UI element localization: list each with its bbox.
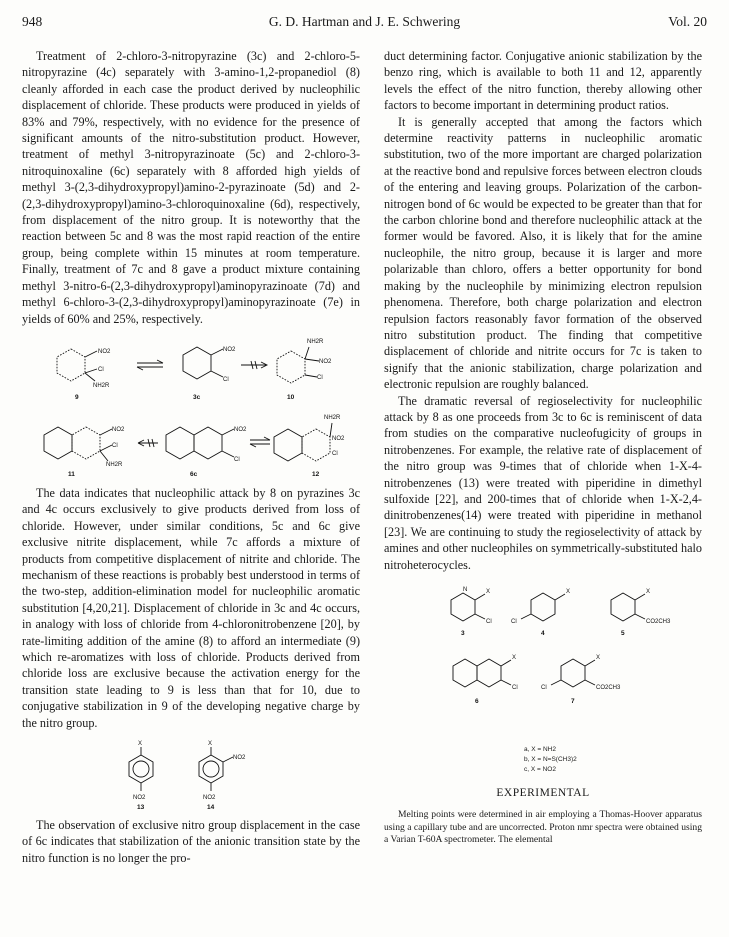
experimental-text xyxy=(384,809,702,846)
structures-13-14 xyxy=(91,737,291,809)
group-no2: NO2 xyxy=(98,348,111,355)
running-authors: G. D. Hartman and J. E. Schwering xyxy=(268,14,461,29)
legend-item: a, X = NH2 xyxy=(524,746,556,753)
group-x: X xyxy=(566,589,571,595)
group-co2ch3: CO2CH3 xyxy=(596,685,621,691)
compound-label: 4 xyxy=(541,630,545,637)
paragraph: Melting points were determined in air employing a Thomas-Hoover apparatus using a capillary tube and are uncorrected. Proton nmr spectra were obtained using a Varian T-60A spectrometer. The elemental xyxy=(384,809,702,846)
group-no2: NO2 xyxy=(233,755,246,761)
structure-7 xyxy=(541,655,621,705)
running-header xyxy=(22,14,707,32)
group-co2ch3: CO2CH3 xyxy=(646,619,671,625)
page-number: 948 xyxy=(22,14,43,29)
structure-13 xyxy=(129,741,153,809)
compound-label: 6 xyxy=(475,698,479,705)
structure-4 xyxy=(511,589,570,637)
group-no2: NO2 xyxy=(112,426,125,433)
compound-label: 10 xyxy=(287,393,295,401)
group-no2: NO2 xyxy=(234,426,247,433)
compound-label: 7 xyxy=(571,698,575,705)
right-column xyxy=(384,48,702,847)
compound-label: 12 xyxy=(312,470,320,478)
group-no2: NO2 xyxy=(223,346,236,353)
group-x: X xyxy=(138,741,143,747)
reaction-scheme-11-6c-12 xyxy=(36,409,346,479)
structure-6c xyxy=(166,427,247,478)
legend-item: c, X = NO2 xyxy=(524,766,556,773)
compound-label: 3 xyxy=(461,630,465,637)
structure-14 xyxy=(199,741,246,809)
legend-item: b, X = N=S(CH3)2 xyxy=(524,756,577,763)
compound-label: 14 xyxy=(207,804,215,809)
structure-3 xyxy=(451,587,492,637)
compound-label: 13 xyxy=(137,804,145,809)
group-no2: NO2 xyxy=(319,358,332,365)
group-x: X xyxy=(596,655,601,661)
group-cl: Cl xyxy=(98,366,104,373)
group-no2: NO2 xyxy=(133,795,146,801)
compound-label: 3c xyxy=(193,393,201,401)
ring-n: N xyxy=(463,587,468,593)
paragraph: Treatment of 2-chloro-3-nitropyrazine (3c) and 2-chloro-5-nitropyrazine (4c) separately with 3-amino-1,2-propanediol (8) cleanly afforded in each case the product derived by nucleophilic displacement of chloride. These products were produced in yields of 83% and 79%, respectively, with no evidence for the presence of significant amounts of the nitro-substitution product. However, treatment of methyl 3-nitropyrazinoate (5c) and 2-chloro-3-nitroquinoxaline (6c) separately with 8 afforded high yields of methyl 3-(2,3-dihydroxypropyl)amino-2-pyrazinoate (5d) and 2-(2,3-dihydroxypropyl)amino-3-chloroquinoxaline (6d), respectively, from displacement of the nitro group. It is noteworthy that the reaction between 5c and 8 was the most rapid reaction of the entire group, being complete within 15 minutes at room temperature. Finally, treatment of 7c and 8 gave a product mixture containing methyl 3-nitro-6-(2,3-dihydroxypropyl)aminopyrazinoate (7d) and methyl 6-chloro-3-(2,3-dihydroxypropyl)aminopyrazinoate (7e) in yields of 60% and 25%, respectively. xyxy=(22,49,360,326)
structure-11 xyxy=(44,427,125,478)
structure-5 xyxy=(611,589,671,637)
group-x: X xyxy=(512,655,517,661)
compound-label: 9 xyxy=(75,393,79,401)
group-cl: Cl xyxy=(541,685,547,691)
group-x: X xyxy=(646,589,651,595)
paragraph: The dramatic reversal of regioselectivity for nucleophilic attack by 8 as one proceeds from 3c to 6c is reminiscent of data from studies on the comparative nucleofugicity of groups in nitrobenzenes. For example, the relative rate of displacement of the nitro group was 9-times that of chloride when 1-X-4-nitrobenzenes (13) were treated with piperidine in dimethyl sulfoxide [22], and 200-times that of chloride when 1-X-2,4-dinitrobenzenes(14) were treated with piperidine in methanol [23]. We are continuing to study the regioselectivity of attack by amines and other nucleophiles on symmetrically-substituted halo nitroheterocycles. xyxy=(384,393,702,572)
structure-9 xyxy=(57,349,111,401)
group-nh2r: NH2R xyxy=(307,338,324,345)
group-nh2r: NH2R xyxy=(93,382,110,389)
paragraph: duct determining factor. Conjugative anionic stabilization by the benzo ring, which is available to both 11 and 12, apparently levels the effect of the nitro function, thereby allowing other factors to become important in determining product ratios. xyxy=(384,49,702,113)
structure-3c xyxy=(183,347,236,401)
structure-12 xyxy=(274,415,345,478)
group-cl: Cl xyxy=(511,619,517,625)
volume-label: Vol. 20 xyxy=(668,14,707,29)
section-heading: EXPERIMENTAL xyxy=(496,787,590,799)
group-no2: NO2 xyxy=(332,435,345,442)
group-x: X xyxy=(208,741,213,747)
structures-3-to-7 xyxy=(393,579,693,739)
paragraph: The data indicates that nucleophilic attack by 8 on pyrazines 3c and 4c occurs exclusively to give products derived from loss of chloride. However, under similar conditions, 5c and 6c give exclusive nitrite displacement, while 7c affords a mixture of products from competitive displacement of nitrite and chloride. The mechanism of these reactions is probably best understood in terms of the two-step, addition-elimination model for nucleophilic aromatic substitution [4,20,21]. Displacement of chloride in 3c and 4c occurs, in analogy with loss of chloride from 4-chloronitrobenzene [20], by rate-limiting addition of the amine (8) to afford an intermediate (9) which re-aromatizes with loss of chloride. Products derived from chloride loss are exclusive because the activation energy for the transition state leading to 9 is less than that for 10, due to conjugative stabilization in 9 of the developing negative charge by the nitro group. xyxy=(22,485,360,730)
structure-10 xyxy=(277,339,332,401)
group-cl: Cl xyxy=(512,685,518,691)
paragraph: It is generally accepted that among the factors which determine reactivity patterns in nucleophilic aromatic substitution, two of the more important are charged polarization at the reactive bond and repulsive forces between electron clouds of the entering and leaving groups. Polarization of the carbon-nitrogen bond of 6c would be expected to be greater than that for the carbon chlorine bond and therefore nucleophilic attack at the former would be favored. Also, it is likely that for the amine nucleophile, the nitro group, because it is larger and more polarizable than chloro, offers a better opportunity for bond making by the nucleophile by minimizing electron repulsion phenomena. Therefore, both charge polarization and electron repulsion factors reasonably favor formation of the observed nitro substitution product. The finding that competitive displacement of chloride and nitrite occurs for 7c is taken to signify that the anionic stabilization, charge polarization and electronic repulsion are roughly balanced. xyxy=(384,114,702,392)
group-no2: NO2 xyxy=(203,795,216,801)
structure-6 xyxy=(453,655,518,705)
group-cl: Cl xyxy=(223,376,229,383)
group-cl: Cl xyxy=(332,450,338,457)
substituent-legend xyxy=(524,745,702,775)
compound-label: 11 xyxy=(68,470,75,478)
reaction-scheme-9-3c-10 xyxy=(41,333,341,403)
group-cl: Cl xyxy=(486,619,492,625)
group-nh2r: NH2R xyxy=(324,414,341,421)
group-x: X xyxy=(486,589,491,595)
group-cl: Cl xyxy=(317,374,323,381)
left-column xyxy=(22,48,360,866)
group-cl: Cl xyxy=(234,456,240,463)
group-cl: Cl xyxy=(112,442,118,449)
compound-label: 6c xyxy=(190,470,198,478)
group-nh2r: NH2R xyxy=(106,461,123,468)
paragraph: The observation of exclusive nitro group displacement in the case of 6c indicates that stabilization of the anionic transition state by the nitro function is no longer the pro- xyxy=(22,818,360,865)
compound-label: 5 xyxy=(621,630,625,637)
